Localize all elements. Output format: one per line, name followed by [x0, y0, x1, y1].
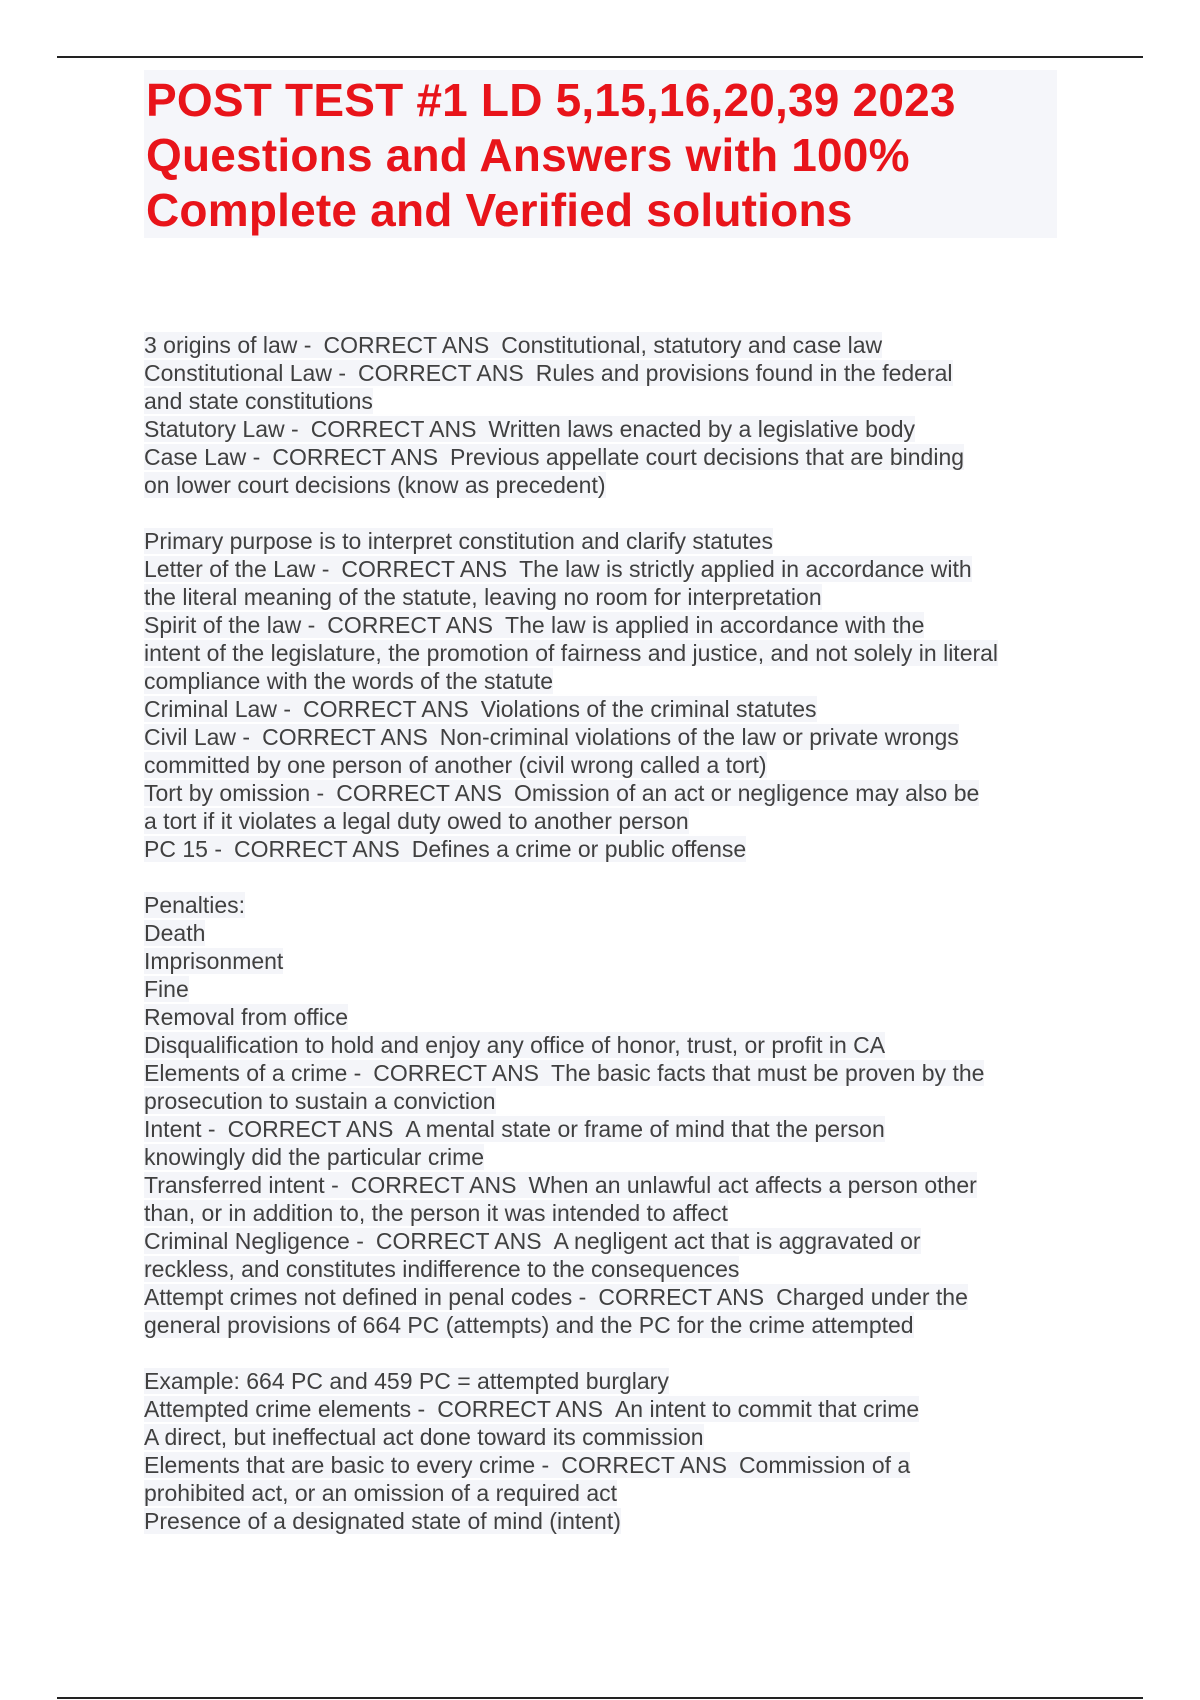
text-line	[144, 1143, 1057, 1171]
term: Statutory Law -	[144, 416, 299, 442]
text-line	[144, 891, 1057, 919]
qa-line	[144, 331, 1057, 359]
text-line	[144, 639, 1057, 667]
answer-marker: CORRECT ANS	[375, 1228, 542, 1254]
answer: Violations of the criminal statutes	[480, 696, 817, 722]
text-line	[144, 807, 1057, 835]
qa-line	[144, 1115, 1057, 1143]
term: PC 15 -	[144, 836, 222, 862]
line-text: than, or in addition to, the person it was intended to affect	[144, 1200, 728, 1226]
text-line	[144, 1199, 1057, 1227]
qa-pair	[144, 1060, 984, 1086]
qa-pair	[144, 1452, 910, 1478]
line-text: knowingly did the particular crime	[144, 1144, 485, 1170]
text-line	[144, 471, 1057, 499]
title-line-1: POST TEST #1 LD 5,15,16,20,39 2023	[146, 74, 956, 126]
text-line	[144, 751, 1057, 779]
qa-line	[144, 779, 1057, 807]
qa-pair	[144, 696, 817, 722]
qa-line	[144, 555, 1057, 583]
answer: Rules and provisions found in the federal	[535, 360, 953, 386]
qa-line	[144, 1059, 1057, 1087]
blank-line	[144, 863, 1057, 891]
qa-line	[144, 1451, 1057, 1479]
title-line-3: Complete and Verified solutions	[146, 184, 853, 236]
answer-marker: CORRECT ANS	[302, 696, 469, 722]
line-text: intent of the legislature, the promotion of fairness and justice, and not solely in literal	[144, 640, 999, 666]
answer-marker: CORRECT ANS	[233, 836, 400, 862]
answer-marker: CORRECT ANS	[561, 1452, 727, 1478]
text-line	[144, 1507, 1057, 1535]
answer-marker: CORRECT ANS	[437, 1396, 603, 1422]
term: Transferred intent -	[144, 1172, 339, 1198]
term: Elements that are basic to every crime -	[144, 1452, 550, 1478]
term: Elements of a crime -	[144, 1060, 362, 1086]
bottom-rule	[57, 1697, 1143, 1699]
term: Letter of the Law -	[144, 556, 330, 582]
line-text: Removal from office	[144, 1004, 349, 1030]
qa-pair	[144, 780, 979, 806]
term: Spirit of the law -	[144, 612, 316, 638]
term: Civil Law -	[144, 724, 251, 750]
term: Tort by omission -	[144, 780, 325, 806]
answer-marker: CORRECT ANS	[272, 444, 439, 470]
blank-line	[144, 1339, 1057, 1367]
qa-line	[144, 611, 1057, 639]
qa-body	[144, 331, 1057, 1535]
answer-marker: CORRECT ANS	[598, 1284, 765, 1310]
answer: The law is strictly applied in accordance with	[519, 556, 972, 582]
answer: A negligent act that is aggravated or	[553, 1228, 921, 1254]
line-text: Primary purpose is to interpret constitution and clarify statutes	[144, 528, 773, 554]
text-line	[144, 387, 1057, 415]
line-text: and state constitutions	[144, 388, 373, 414]
qa-line	[144, 695, 1057, 723]
qa-pair	[144, 556, 972, 582]
line-text: compliance with the words of the statute	[144, 668, 554, 694]
qa-pair	[144, 360, 953, 386]
text-line	[144, 667, 1057, 695]
answer-marker: CORRECT ANS	[373, 1060, 540, 1086]
answer: When an unlawful act affects a person other	[528, 1172, 977, 1198]
line-text: general provisions of 664 PC (attempts) and the PC for the crime attempted	[144, 1312, 914, 1338]
term: Criminal Negligence -	[144, 1228, 364, 1254]
line-text: Penalties:	[144, 892, 246, 918]
term: 3 origins of law -	[144, 332, 312, 358]
term: Intent -	[144, 1116, 216, 1142]
line-text: Imprisonment	[144, 948, 284, 974]
qa-pair	[144, 416, 915, 442]
qa-line	[144, 835, 1057, 863]
qa-pair	[144, 836, 746, 862]
qa-line	[144, 723, 1057, 751]
qa-pair	[144, 444, 964, 470]
line-text: Presence of a designated state of mind (intent)	[144, 1508, 621, 1534]
line-text: committed by one person of another (civil wrong called a tort)	[144, 752, 767, 778]
answer: Defines a crime or public offense	[411, 836, 747, 862]
answer-marker: CORRECT ANS	[336, 780, 502, 806]
text-line	[144, 1311, 1057, 1339]
qa-pair	[144, 612, 924, 638]
text-line	[144, 583, 1057, 611]
qa-pair	[144, 1228, 921, 1254]
line-text: Death	[144, 920, 206, 946]
line-text: prohibited act, or an omission of a required act	[144, 1480, 618, 1506]
qa-pair	[144, 1116, 885, 1142]
qa-pair	[144, 1172, 977, 1198]
answer: Non-criminal violations of the law or private wrongs	[439, 724, 959, 750]
term: Case Law -	[144, 444, 261, 470]
answer-marker: CORRECT ANS	[341, 556, 508, 582]
qa-line	[144, 1283, 1057, 1311]
line-text: Example: 664 PC and 459 PC = attempted burglary	[144, 1368, 669, 1394]
qa-pair	[144, 1284, 968, 1310]
line-text: Fine	[144, 976, 189, 1002]
top-rule	[57, 56, 1143, 58]
term: Attempt crimes not defined in penal codes -	[144, 1284, 587, 1310]
blank-line	[144, 499, 1057, 527]
answer-marker: CORRECT ANS	[323, 332, 490, 358]
line-text: a tort if it violates a legal duty owed to another person	[144, 808, 689, 834]
answer: Omission of an act or negligence may also be	[513, 780, 980, 806]
text-line	[144, 1255, 1057, 1283]
line-text: prosecution to sustain a conviction	[144, 1088, 496, 1114]
term: Criminal Law -	[144, 696, 291, 722]
answer: The basic facts that must be proven by the	[551, 1060, 985, 1086]
line-text: on lower court decisions (know as precedent)	[144, 472, 606, 498]
qa-line	[144, 415, 1057, 443]
qa-pair	[144, 332, 882, 358]
answer: An intent to commit that crime	[614, 1396, 920, 1422]
text-line	[144, 947, 1057, 975]
text-line	[144, 1367, 1057, 1395]
qa-line	[144, 1171, 1057, 1199]
answer-marker: CORRECT ANS	[310, 416, 477, 442]
qa-line	[144, 1395, 1057, 1423]
answer-marker: CORRECT ANS	[227, 1116, 394, 1142]
qa-line	[144, 359, 1057, 387]
qa-line	[144, 443, 1057, 471]
term: Attempted crime elements -	[144, 1396, 426, 1422]
text-line	[144, 1087, 1057, 1115]
answer: Commission of a	[738, 1452, 911, 1478]
answer: A mental state or frame of mind that the person	[405, 1116, 885, 1142]
text-line	[144, 1423, 1057, 1451]
document-title	[144, 70, 1057, 238]
title-line-2: Questions and Answers with 100%	[146, 129, 910, 181]
text-line	[144, 527, 1057, 555]
text-line	[144, 919, 1057, 947]
line-text: reckless, and constitutes indifference to the consequences	[144, 1256, 740, 1282]
text-line	[144, 1003, 1057, 1031]
answer: Written laws enacted by a legislative body	[488, 416, 915, 442]
qa-line	[144, 1227, 1057, 1255]
answer: Charged under the	[776, 1284, 968, 1310]
line-text: A direct, but ineffectual act done toward its commission	[144, 1424, 704, 1450]
line-text: the literal meaning of the statute, leaving no room for interpretation	[144, 584, 822, 610]
answer-marker: CORRECT ANS	[262, 724, 428, 750]
text-line	[144, 1031, 1057, 1059]
answer: Previous appellate court decisions that are binding	[450, 444, 965, 470]
answer-marker: CORRECT ANS	[350, 1172, 517, 1198]
answer: The law is applied in accordance with the	[505, 612, 925, 638]
answer-marker: CORRECT ANS	[358, 360, 524, 386]
text-line	[144, 975, 1057, 1003]
answer: Constitutional, statutory and case law	[501, 332, 883, 358]
qa-pair	[144, 1396, 919, 1422]
line-text: Disqualification to hold and enjoy any office of honor, trust, or profit in CA	[144, 1032, 886, 1058]
term: Constitutional Law -	[144, 360, 346, 386]
qa-pair	[144, 724, 959, 750]
text-line	[144, 1479, 1057, 1507]
answer-marker: CORRECT ANS	[327, 612, 494, 638]
